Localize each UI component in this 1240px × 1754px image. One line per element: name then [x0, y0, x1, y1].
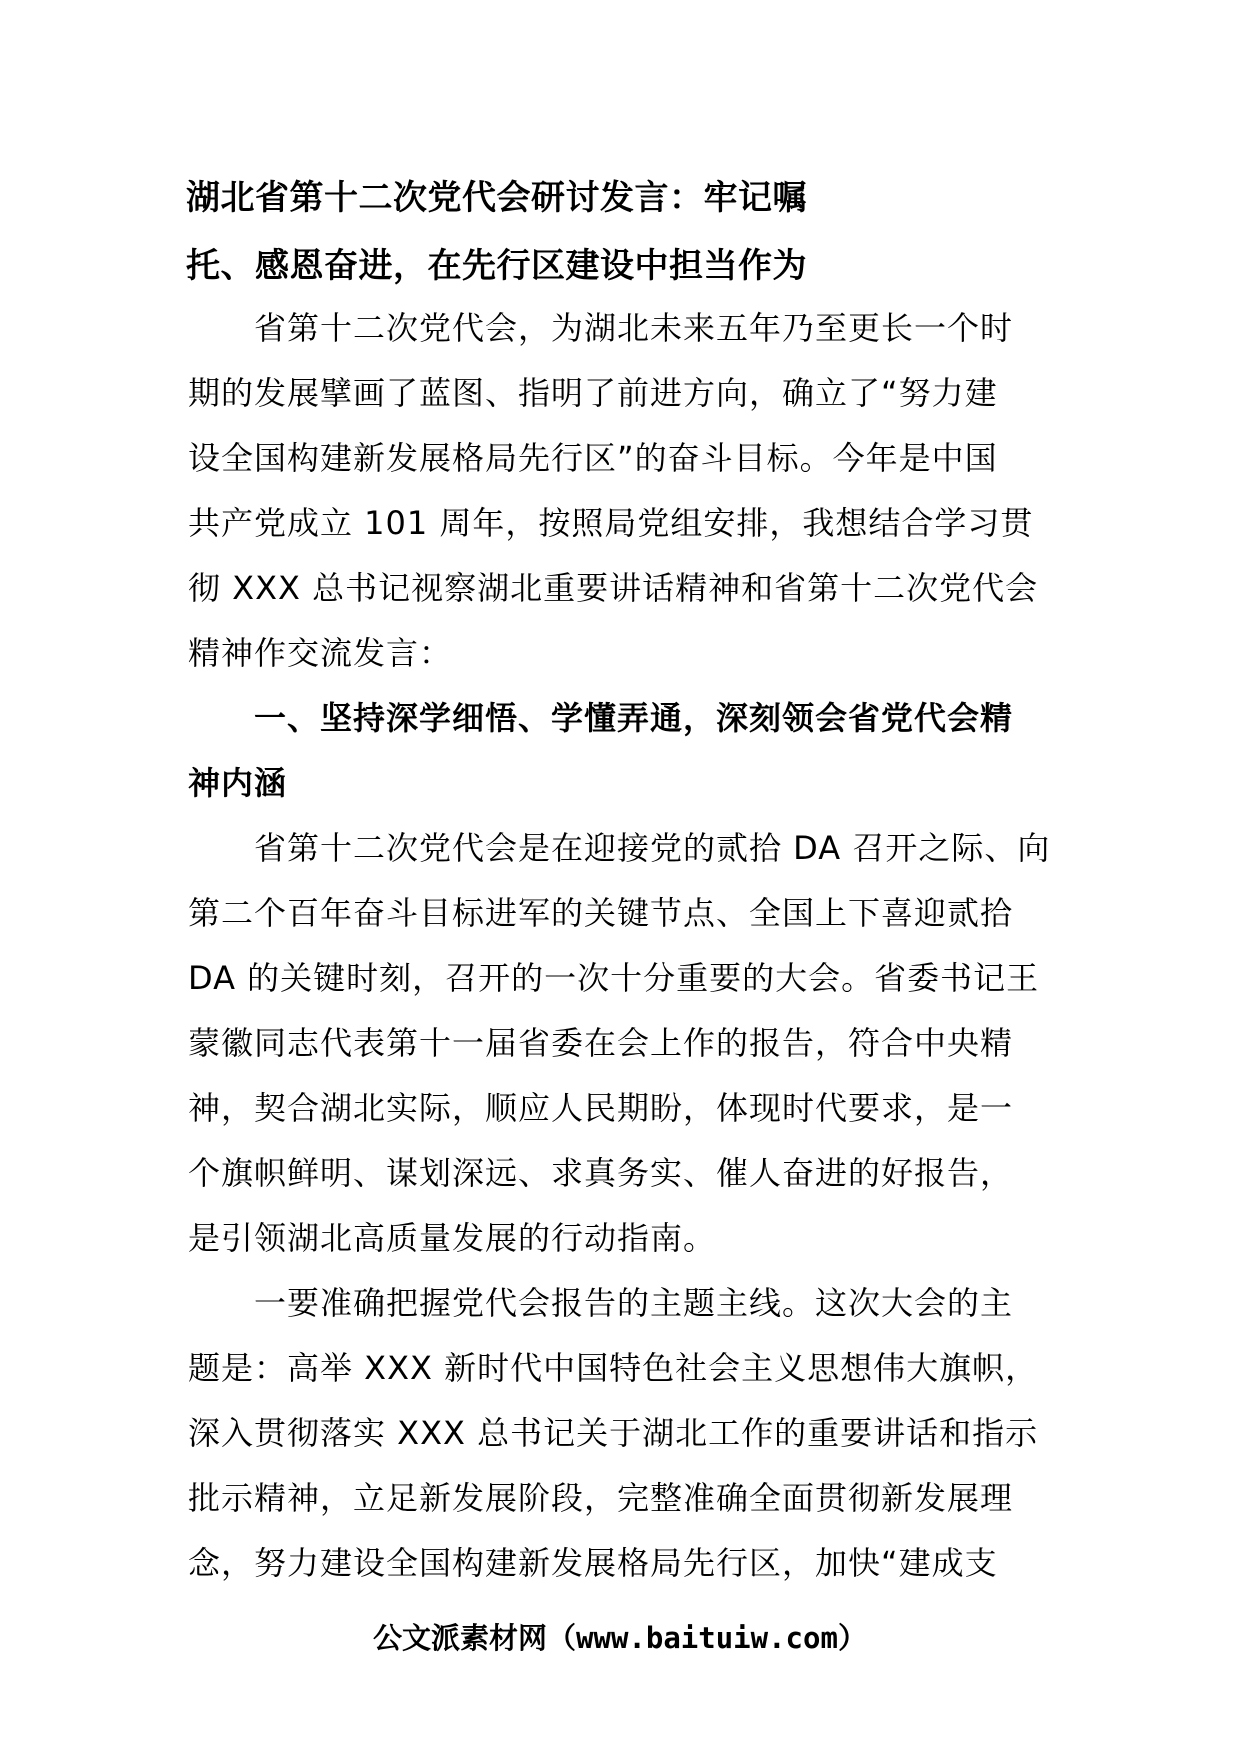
paragraph-line: 设全国构建新发展格局先行区”的奋斗目标。今年是中国 — [188, 439, 998, 477]
paragraph-line: 省第十二次党代会是在迎接党的贰拾 DA 召开之际、向 — [254, 829, 1051, 867]
paragraph-line: 个旗帜鲜明、谋划深远、求真务实、催人奋进的好报告， — [188, 1154, 1014, 1192]
paragraph-line: 念，努力建设全国构建新发展格局先行区，加快“建成支 — [188, 1544, 998, 1582]
paragraph-line: 神，契合湖北实际，顺应人民期盼，体现时代要求，是一 — [188, 1089, 1014, 1127]
footer-site-name: 公文派素材网 — [373, 1621, 548, 1655]
paragraph-line: 精神作交流发言： — [188, 634, 453, 672]
paragraph-line: DA 的关键时刻，召开的一次十分重要的大会。省委书记王 — [188, 959, 1040, 997]
section-heading-line: 一、坚持深学细悟、学懂弄通，深刻领会省党代会精 — [254, 699, 1014, 737]
page-footer — [0, 1614, 1240, 1662]
document-body — [188, 296, 1058, 1596]
paragraph-line: 省第十二次党代会，为湖北未来五年乃至更长一个时 — [254, 309, 1014, 347]
paragraph-line: 一要准确把握党代会报告的主题主线。这次大会的主 — [254, 1284, 1014, 1322]
paragraph-line: 是引领湖北高质量发展的行动指南。 — [188, 1219, 717, 1257]
document-title — [186, 166, 1066, 302]
paragraph-line: 彻 XXX 总书记视察湖北重要讲话精神和省第十二次党代会 — [188, 569, 1039, 607]
paragraph-line: 第二个百年奋斗目标进军的关键节点、全国上下喜迎贰拾 — [188, 894, 1014, 932]
paragraph-line: 共产党成立 101 周年，按照局党组安排，我想结合学习贯 — [188, 504, 1034, 542]
title-line-2: 托、感恩奋进，在先行区建设中担当作为 — [186, 246, 807, 286]
paragraph-line: 批示精神，立足新发展阶段，完整准确全面贯彻新发展理 — [188, 1479, 1014, 1517]
section-heading-line: 神内涵 — [188, 764, 288, 802]
footer-url: （www.baituiw.com） — [547, 1621, 867, 1655]
paragraph-line: 蒙徽同志代表第十一届省委在会上作的报告，符合中央精 — [188, 1024, 1014, 1062]
paragraph-line: 深入贯彻落实 XXX 总书记关于湖北工作的重要讲话和指示 — [188, 1414, 1039, 1452]
paragraph-line: 期的发展擘画了蓝图、指明了前进方向，确立了“努力建 — [188, 374, 998, 412]
paragraph-line: 题是：高举 XXX 新时代中国特色社会主义思想伟大旗帜， — [188, 1349, 1039, 1387]
title-line-1: 湖北省第十二次党代会研讨发言：牢记嘱 — [186, 178, 807, 218]
